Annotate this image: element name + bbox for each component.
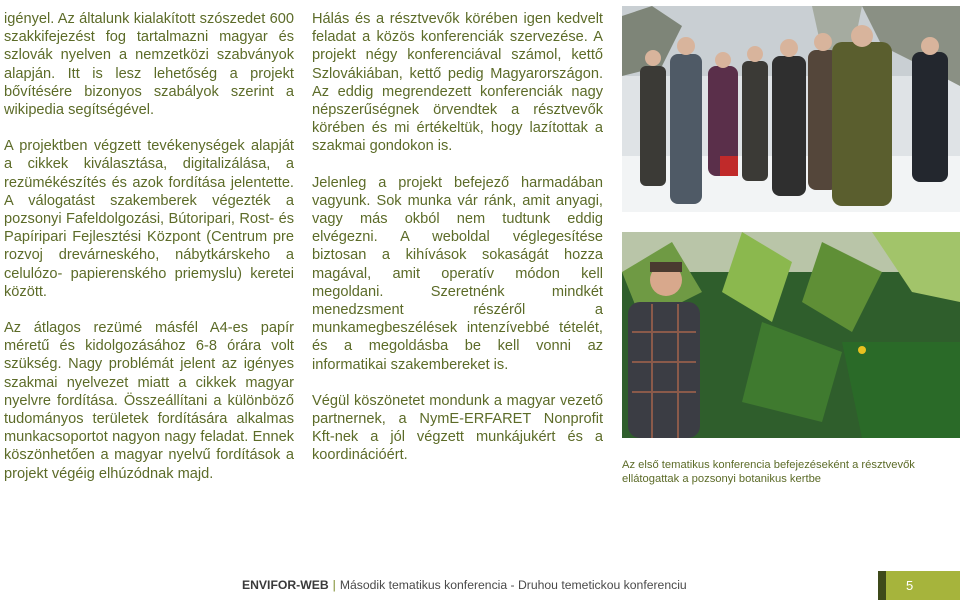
text-column-1 <box>4 10 294 501</box>
paragraph: Hálás és a résztvevők körében igen kedvelt feladat a közös konferenciák szervezése. A projekt négy konferenciával számol, kettő Szlovákiában, kettő pedig Magyarországon. Az eddig megrendezett konferenciák nagy népszerűségnek örvendtek a résztvevők körében és mi értékeltük, hogy lazítottak a szakmai gondokon is. <box>312 11 603 155</box>
winter-group-photo <box>622 6 960 212</box>
page-number: 5 <box>886 571 960 600</box>
footer <box>242 578 687 592</box>
footer-subtitle: Második tematikus konferencia - Druhou temetickou konferenciu <box>339 578 687 592</box>
botanical-garden-photo <box>622 232 960 438</box>
paragraph: Jelenleg a projekt befejező harmadában vagyunk. Sok munka vár ránk, amit anyagi, vagy más okból nem tudtunk eddig elvégezni. A weboldal véglegesítése biztosan a kihívások sokaságát hozza magával, amit operatív módon kell megoldani. Szeretnénk mindkét menedzsment részéről a munkamegbeszélések intenzívebbé tételét, és a megoldásba be kell vonni az informatikai szakembereket is. <box>312 174 603 373</box>
photo-caption: Az első tematikus konferencia befejezéseként a résztvevők ellátogattak a pozsonyi botanikus kertbe <box>622 459 915 485</box>
paragraph: Végül köszönetet mondunk a magyar vezető partnernek, a NymE-ERFARET Nonprofit Kft-nek a jól végzett munkájukért és a koordinációért. <box>312 392 603 464</box>
footer-brand: ENVIFOR-WEB <box>242 578 329 592</box>
paragraph: igényel. Az általunk kialakított szószedet 600 szakkifejezést fog tartalmazni magyar és szlovák nyelven a nemzetközi szabványok alapján. Itt is lesz lehetőség a projekt bővítésére bizonyos szabályok szerint a wikipedia segítségével. <box>4 11 294 119</box>
footer-separator: | <box>332 578 336 592</box>
paragraph: Az átlagos rezümé másfél A4-es papír méretű és kidolgozásához 6-8 órára volt szükség. Nagy problémát jelent az igényes szakmai nyelvezet miatt a cikkek magyar nyelvre fordítása. Összeállítani a különböző tudományos területek fordítására alkalmas munkacsoportot nagyon nagy feladat. Ennek köszönhetően a magyar nyelvű fordítások a projekt végéig elhúzódnak majd. <box>4 320 294 482</box>
text-column-2 <box>312 10 603 483</box>
paragraph: A projektben végzett tevékenységek alapját a cikkek kiválasztása, digitalizálása, a rezümékészítés és azok fordítása jelentette. A válogatást szakemberek végezték a pozsonyi Fafeldolgozási, Bútoripari, Rost- és Papíripari Fejlesztési Központ (Centrum pre rozvoj drevárneského, nábytkárskeho a celulózo- papierenského priemyslu) keretei között. <box>4 138 294 300</box>
page-number-accent <box>878 571 886 600</box>
